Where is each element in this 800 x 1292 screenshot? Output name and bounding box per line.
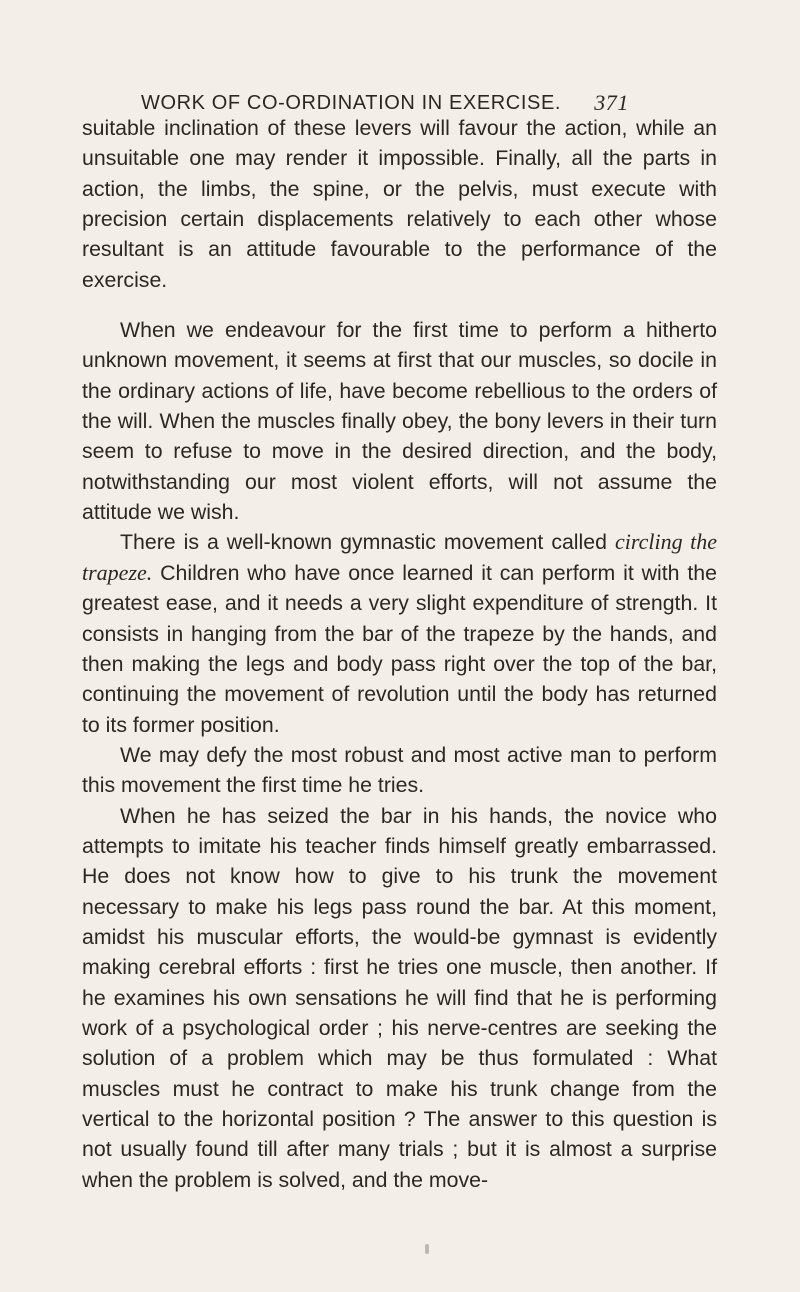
paper-speck — [425, 1244, 429, 1254]
body-text — [82, 113, 717, 1195]
trapeze-text-after: Children who have once learned it can perform it with the greatest ease, and it needs a very slight expenditure of strength. It consists in hanging from the bar of the trapeze by the hands, and then making the legs and body pass right over the top of the bar, continuing the movement of revolution until the body has returned to its former position. — [82, 560, 717, 737]
page-number: 371 — [594, 90, 629, 115]
trapeze-text-before: There is a well-known gymnastic movement called — [120, 530, 607, 555]
paragraph-defy: We may defy the most robust and most active man to perform this movement the first time he tries. — [82, 742, 717, 798]
paragraph-continued: suitable inclination of these levers will favour the action, while an unsuitable one may render it impossible. Finally, all the parts in action, the limbs, the spine, or the pelvis, must execute with precision certain displacements relatively to each other whose resultant is an attitude favourable to the performance of the exercise. — [82, 116, 717, 292]
paragraph-novice: When he has seized the bar in his hands, the novice who attempts to imitate his teacher finds himself greatly embarrassed. He does not know how to give to his trunk the movement necessary to make his legs pass round the bar. At this moment, amidst his muscular efforts, the would-be gymnast is evidently making cerebral efforts : first he tries one muscle, then another. If he examines his own sensations he will find that he is performing work of a psychological order ; his nerve-centres are seeking the solution of a problem which may be thus formulated : What muscles must he contract to make his trunk change from the vertical to the horizontal position ? The answer to this question is not usually found till after many trials ; but it is almost a surprise when the problem is solved, and the move- — [82, 803, 717, 1192]
paragraph-first-attempt: When we endeavour for the first time to perform a hitherto unknown movement, it seems at first that our muscles, so docile in the ordinary actions of life, have become rebellious to the orders of the will. When the muscles finally obey, the bony levers in their turn seem to refuse to move in the desired direction, and the body, notwithstanding our most violent efforts, will not assume the attitude we wish. — [82, 318, 717, 525]
paragraph-trapeze — [82, 527, 717, 739]
running-title: WORK OF CO-ORDINATION IN EXERCISE. — [141, 92, 562, 114]
trapeze-term: circling the trapeze. — [82, 529, 717, 585]
